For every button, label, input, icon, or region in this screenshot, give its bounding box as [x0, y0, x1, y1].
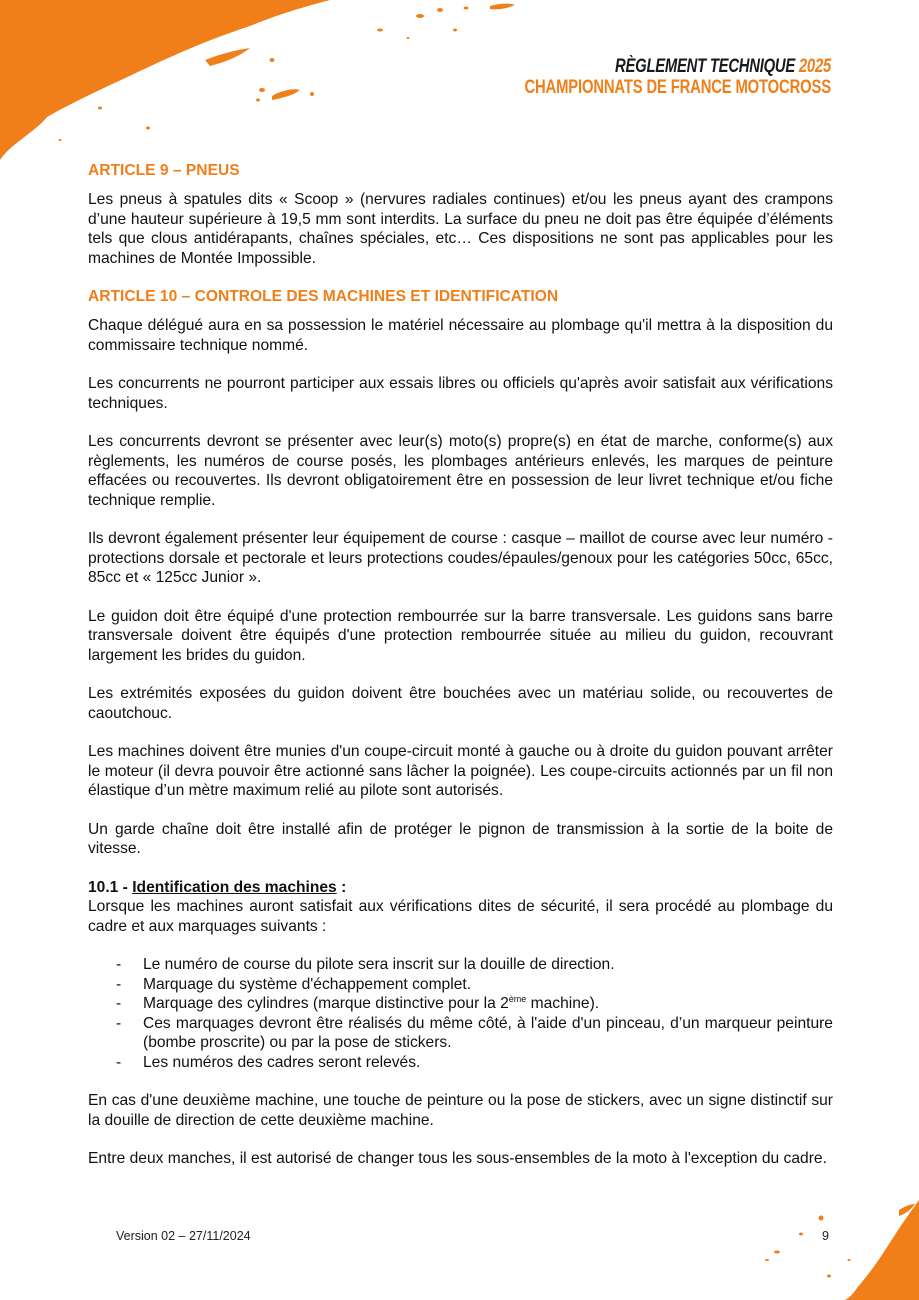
section-title-suffix: :	[336, 878, 347, 896]
header-title	[524, 57, 831, 77]
list-dash: -	[116, 1053, 122, 1071]
article-10-paragraph: Ils devront également présenter leur équipement de course : casque – maillot de course avec leur numéro - protections dorsale et pectorale et leurs protections coudes/épaules/genoux pour les catégories 50cc, 65cc, 85cc et « 125cc Junior ».	[88, 530, 833, 586]
list-dash: -	[116, 975, 122, 993]
list-item-text: Marquage du système d'échappement complet.	[143, 975, 472, 993]
list-item-text: Le numéro de course du pilote sera inscrit sur la douille de direction.	[143, 956, 615, 973]
article-10-heading: ARTICLE 10 – CONTROLE DES MACHINES ET IDENTIFICATION	[88, 288, 559, 305]
article-10-paragraph: Le guidon doit être équipé d'une protection rembourrée sur la barre transversale. Les guidons sans barre transversale doivent être équipés d'une protection rembourrée située au milieu du guidon, recouvrant largement les brides du guidon.	[88, 607, 833, 664]
article-9-paragraph: Les pneus à spatules dits « Scoop » (nervures radiales continues) et/ou les pneus ayant des crampons d’une hauteur supérieure à 19,5 mm sont interdits. La surface du pneu ne doit pas être équipée d’éléments tels que clous antidérapants, chaînes spéciales, etc… Ces dispositions ne sont pas applicables pour les machines de Montée Impossible.	[88, 191, 833, 267]
article-10-paragraph: Les machines doivent être munies d'un coupe-circuit monté à gauche ou à droite du guidon pouvant arrêter le moteur (il devra pouvoir être actionné sans lâcher la poignée). Les coupe-circuits actionnés par un fil non élastique d’un mètre maximum relié au pilote sont autorisés.	[88, 743, 833, 799]
header-title-main: RÈGLEMENT TECHNIQUE	[615, 56, 796, 77]
marking-list	[88, 955, 833, 1072]
list-item	[88, 994, 833, 1014]
list-item	[88, 1014, 833, 1053]
orange-paint-splash-top	[0, 0, 520, 170]
article-10-paragraph: Les concurrents devront se présenter avec leur(s) moto(s) propre(s) en état de marche, conforme(s) aux règlements, les numéros de course posés, les plombages antérieurs enlevés, les marques de peinture effacées ou recouvertes. Ils devront obligatoirement être en possession de leur livret technique et/ou fiche technique remplie.	[88, 433, 833, 509]
article-10-paragraph: Les concurrents ne pourront participer aux essais libres ou officiels qu'après avoir satisfait aux vérifications techniques.	[88, 375, 833, 412]
list-dash: -	[116, 1014, 122, 1032]
page-content	[88, 161, 833, 1188]
list-dash: -	[116, 995, 122, 1012]
document-header	[524, 57, 831, 99]
list-item	[88, 975, 833, 995]
orange-paint-splash-bottom	[749, 1200, 919, 1300]
superscript: ème	[508, 994, 527, 1004]
article-10-paragraph: Chaque délégué aura en sa possession le matériel nécessaire au plombage qu'il mettra à la disposition du commissaire technique nommé.	[88, 317, 833, 354]
section-10-1-paragraph: En cas d'une deuxième machine, une touche de peinture ou la pose de stickers, avec un signe distinctif sur la douille de direction de cette deuxième machine.	[88, 1092, 833, 1129]
section-number: 10.1 -	[88, 878, 133, 896]
header-subtitle: CHAMPIONNATS DE FRANCE MOTOCROSS	[524, 77, 831, 98]
article-10-paragraph: Les extrémités exposées du guidon doivent être bouchées avec un matériau solide, ou recouvertes de caoutchouc.	[88, 685, 833, 722]
footer-version: Version 02 – 27/11/2024	[116, 1229, 251, 1243]
footer-page-number: 9	[822, 1229, 829, 1243]
section-10-1-intro: Lorsque les machines auront satisfait aux vérifications dites de sécurité, il sera procédé au plombage du cadre et aux marquages suivants :	[88, 898, 833, 935]
list-dash: -	[116, 956, 122, 973]
section-10-1-paragraph: Entre deux manches, il est autorisé de changer tous les sous-ensembles de la moto à l'exception du cadre.	[88, 1150, 827, 1167]
list-item	[88, 955, 833, 975]
article-9-heading: ARTICLE 9 – PNEUS	[88, 162, 240, 179]
list-item-text-end: machine).	[526, 995, 600, 1012]
list-item-text: Les numéros des cadres seront relevés.	[143, 1053, 421, 1071]
article-10-paragraph: Un garde chaîne doit être installé afin de protéger le pignon de transmission à la sortie de la boite de vitesse.	[88, 820, 833, 857]
list-item-text: Ces marquages devront être réalisés du même côté, à l'aide d'un pinceau, d’un marqueur peinture (bombe proscrite) ou par la pose de stickers.	[143, 1014, 833, 1051]
section-10-1-heading	[88, 878, 833, 898]
list-item-text-start: Marquage des cylindres (marque distinctive pour la 2	[143, 995, 509, 1012]
section-title: Identification des machines	[132, 878, 337, 896]
list-item	[88, 1053, 833, 1073]
header-title-year: 2025	[798, 56, 831, 77]
